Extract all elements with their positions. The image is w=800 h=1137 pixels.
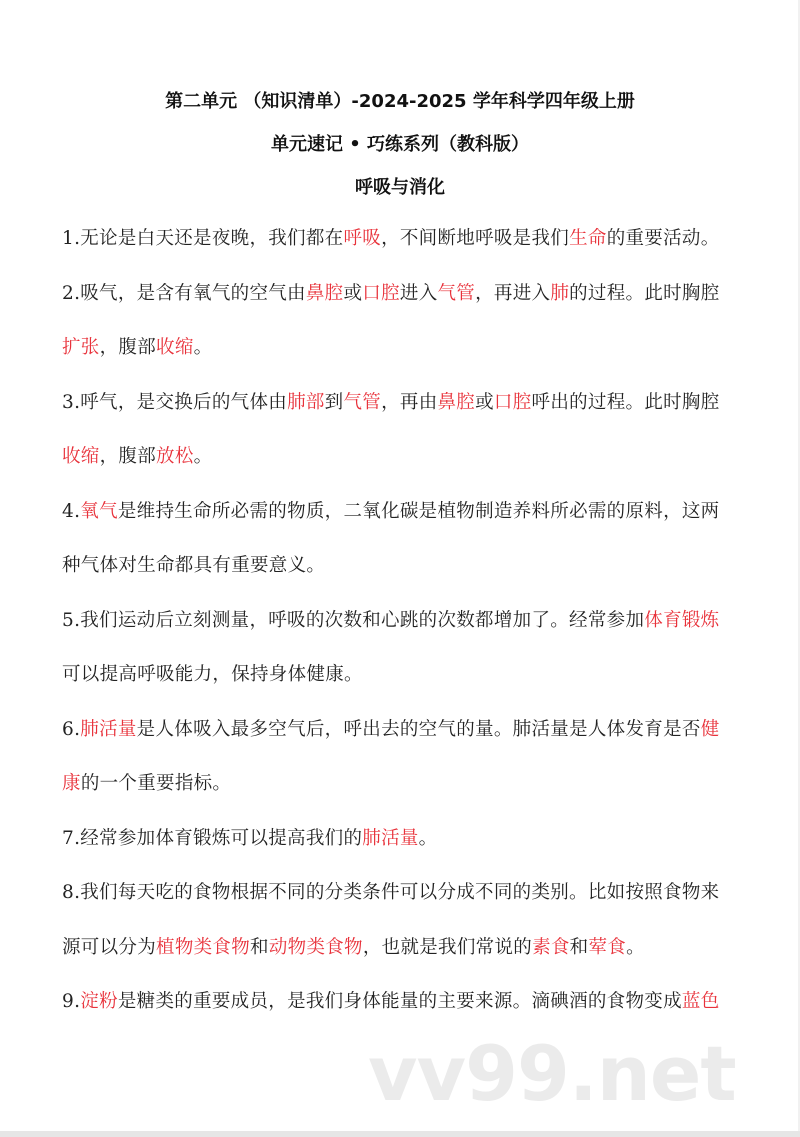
text-line (62, 866, 742, 921)
text-segment: 进入 (399, 282, 438, 304)
highlighted-keyword: 收缩 (156, 337, 194, 358)
text-line (62, 212, 742, 267)
text-segment: 6. (62, 718, 81, 740)
text-line (62, 430, 742, 485)
text-segment: 的重要活动。 (606, 228, 720, 249)
highlighted-keyword: 口腔 (493, 391, 532, 413)
highlighted-keyword: 鼻腔 (305, 282, 344, 304)
text-line (62, 376, 742, 431)
highlighted-keyword: 氧气 (80, 500, 118, 522)
highlighted-keyword: 康 (62, 773, 81, 794)
highlighted-keyword: 荤食 (588, 936, 627, 958)
text-segment: 或 (343, 282, 363, 304)
text-segment: 的一个重要指标。 (80, 773, 232, 794)
highlighted-keyword: 呼吸 (343, 228, 382, 249)
text-segment: ，腹部 (99, 446, 157, 467)
highlighted-keyword: 肺活量 (362, 827, 419, 849)
text-segment: 种气体对生命都具有重要意义。 (62, 555, 326, 576)
text-line (62, 321, 742, 376)
highlighted-keyword: 收缩 (62, 446, 100, 467)
section-title: 呼吸与消化 (355, 177, 445, 198)
text-segment: 到 (324, 391, 344, 413)
highlighted-keyword: 体育锻炼 (644, 609, 720, 631)
text-segment: 呼出的过程。此时胸腔 (531, 391, 720, 413)
text-segment: 或 (475, 391, 494, 413)
watermark: vv99.net (368, 1029, 736, 1118)
text-segment: 是维持生命所必需的物质，二氧化碳是植物制造养料所必需的原料，这两 (117, 500, 720, 522)
text-segment: 。 (193, 446, 213, 467)
text-segment: 2.吸气，是含有氧气的空气由 (62, 282, 306, 304)
text-line (62, 594, 742, 649)
text-segment: 。 (626, 936, 645, 958)
text-segment: 3.呼气，是交换后的气体由 (62, 391, 288, 413)
text-line (62, 267, 742, 322)
highlighted-keyword: 淀粉 (80, 991, 118, 1012)
text-segment: 7.经常参加体育锻炼可以提高我们的 (62, 827, 363, 849)
highlighted-keyword: 肺部 (287, 391, 325, 413)
highlighted-keyword: 素食 (532, 936, 570, 958)
highlighted-keyword: 气管 (437, 282, 476, 304)
highlighted-keyword: 生命 (569, 228, 607, 249)
highlighted-keyword: 蓝色 (681, 991, 720, 1012)
document-header (0, 84, 800, 213)
text-line (62, 812, 742, 867)
highlighted-keyword: 植物类食物 (156, 936, 251, 958)
text-segment: ，腹部 (99, 337, 157, 358)
text-line (62, 757, 742, 812)
text-segment: 的过程。此时胸腔 (569, 282, 720, 304)
text-segment: ，也就是我们常说的 (362, 936, 533, 958)
text-segment: 。 (193, 337, 213, 358)
highlighted-keyword: 气管 (343, 391, 382, 413)
text-line (62, 921, 742, 976)
highlighted-keyword: 肺 (550, 282, 570, 304)
text-line (62, 485, 742, 540)
text-segment: 和 (569, 936, 589, 958)
highlighted-keyword: 扩张 (62, 337, 100, 358)
text-line (62, 975, 742, 1030)
text-segment: 是人体吸入最多空气后，呼出去的空气的量。肺活量是人体发育是否 (136, 718, 701, 740)
highlighted-keyword: 动物类食物 (268, 936, 363, 958)
text-segment: 5.我们运动后立刻测量，呼吸的次数和心跳的次数都增加了。经常参加 (62, 609, 645, 631)
document-body (62, 212, 742, 1030)
text-line (62, 539, 742, 594)
text-segment: 9. (62, 991, 81, 1012)
highlighted-keyword: 放松 (156, 446, 194, 467)
text-segment: 是糖类的重要成员，是我们身体能量的主要来源。滴碘酒的食物变成 (117, 991, 682, 1012)
text-segment: ，再进入 (475, 282, 551, 304)
document-title: 第二单元 （知识清单）-2024-2025 学年科学四年级上册 (165, 91, 635, 112)
highlighted-keyword: 健 (700, 718, 720, 740)
text-segment: 可以提高呼吸能力，保持身体健康。 (62, 664, 363, 685)
text-segment: 4. (62, 500, 81, 522)
text-segment: 1.无论是白天还是夜晚，我们都在 (62, 228, 344, 249)
text-segment: 和 (250, 936, 269, 958)
text-segment: 8.我们每天吃的食物根据不同的分类条件可以分成不同的类别。比如按照食物来 (62, 882, 720, 903)
text-segment: ，再由 (381, 391, 438, 413)
highlighted-keyword: 鼻腔 (437, 391, 476, 413)
page-bottom-edge (0, 1131, 800, 1137)
text-line (62, 703, 742, 758)
text-segment: 。 (418, 827, 438, 849)
text-line (62, 648, 742, 703)
text-segment: 源可以分为 (62, 936, 157, 958)
document-subtitle: 单元速记 • 巧练系列（教科版） (270, 134, 530, 155)
text-segment: ，不间断地呼吸是我们 (381, 228, 570, 249)
highlighted-keyword: 肺活量 (80, 718, 137, 740)
highlighted-keyword: 口腔 (362, 282, 400, 304)
